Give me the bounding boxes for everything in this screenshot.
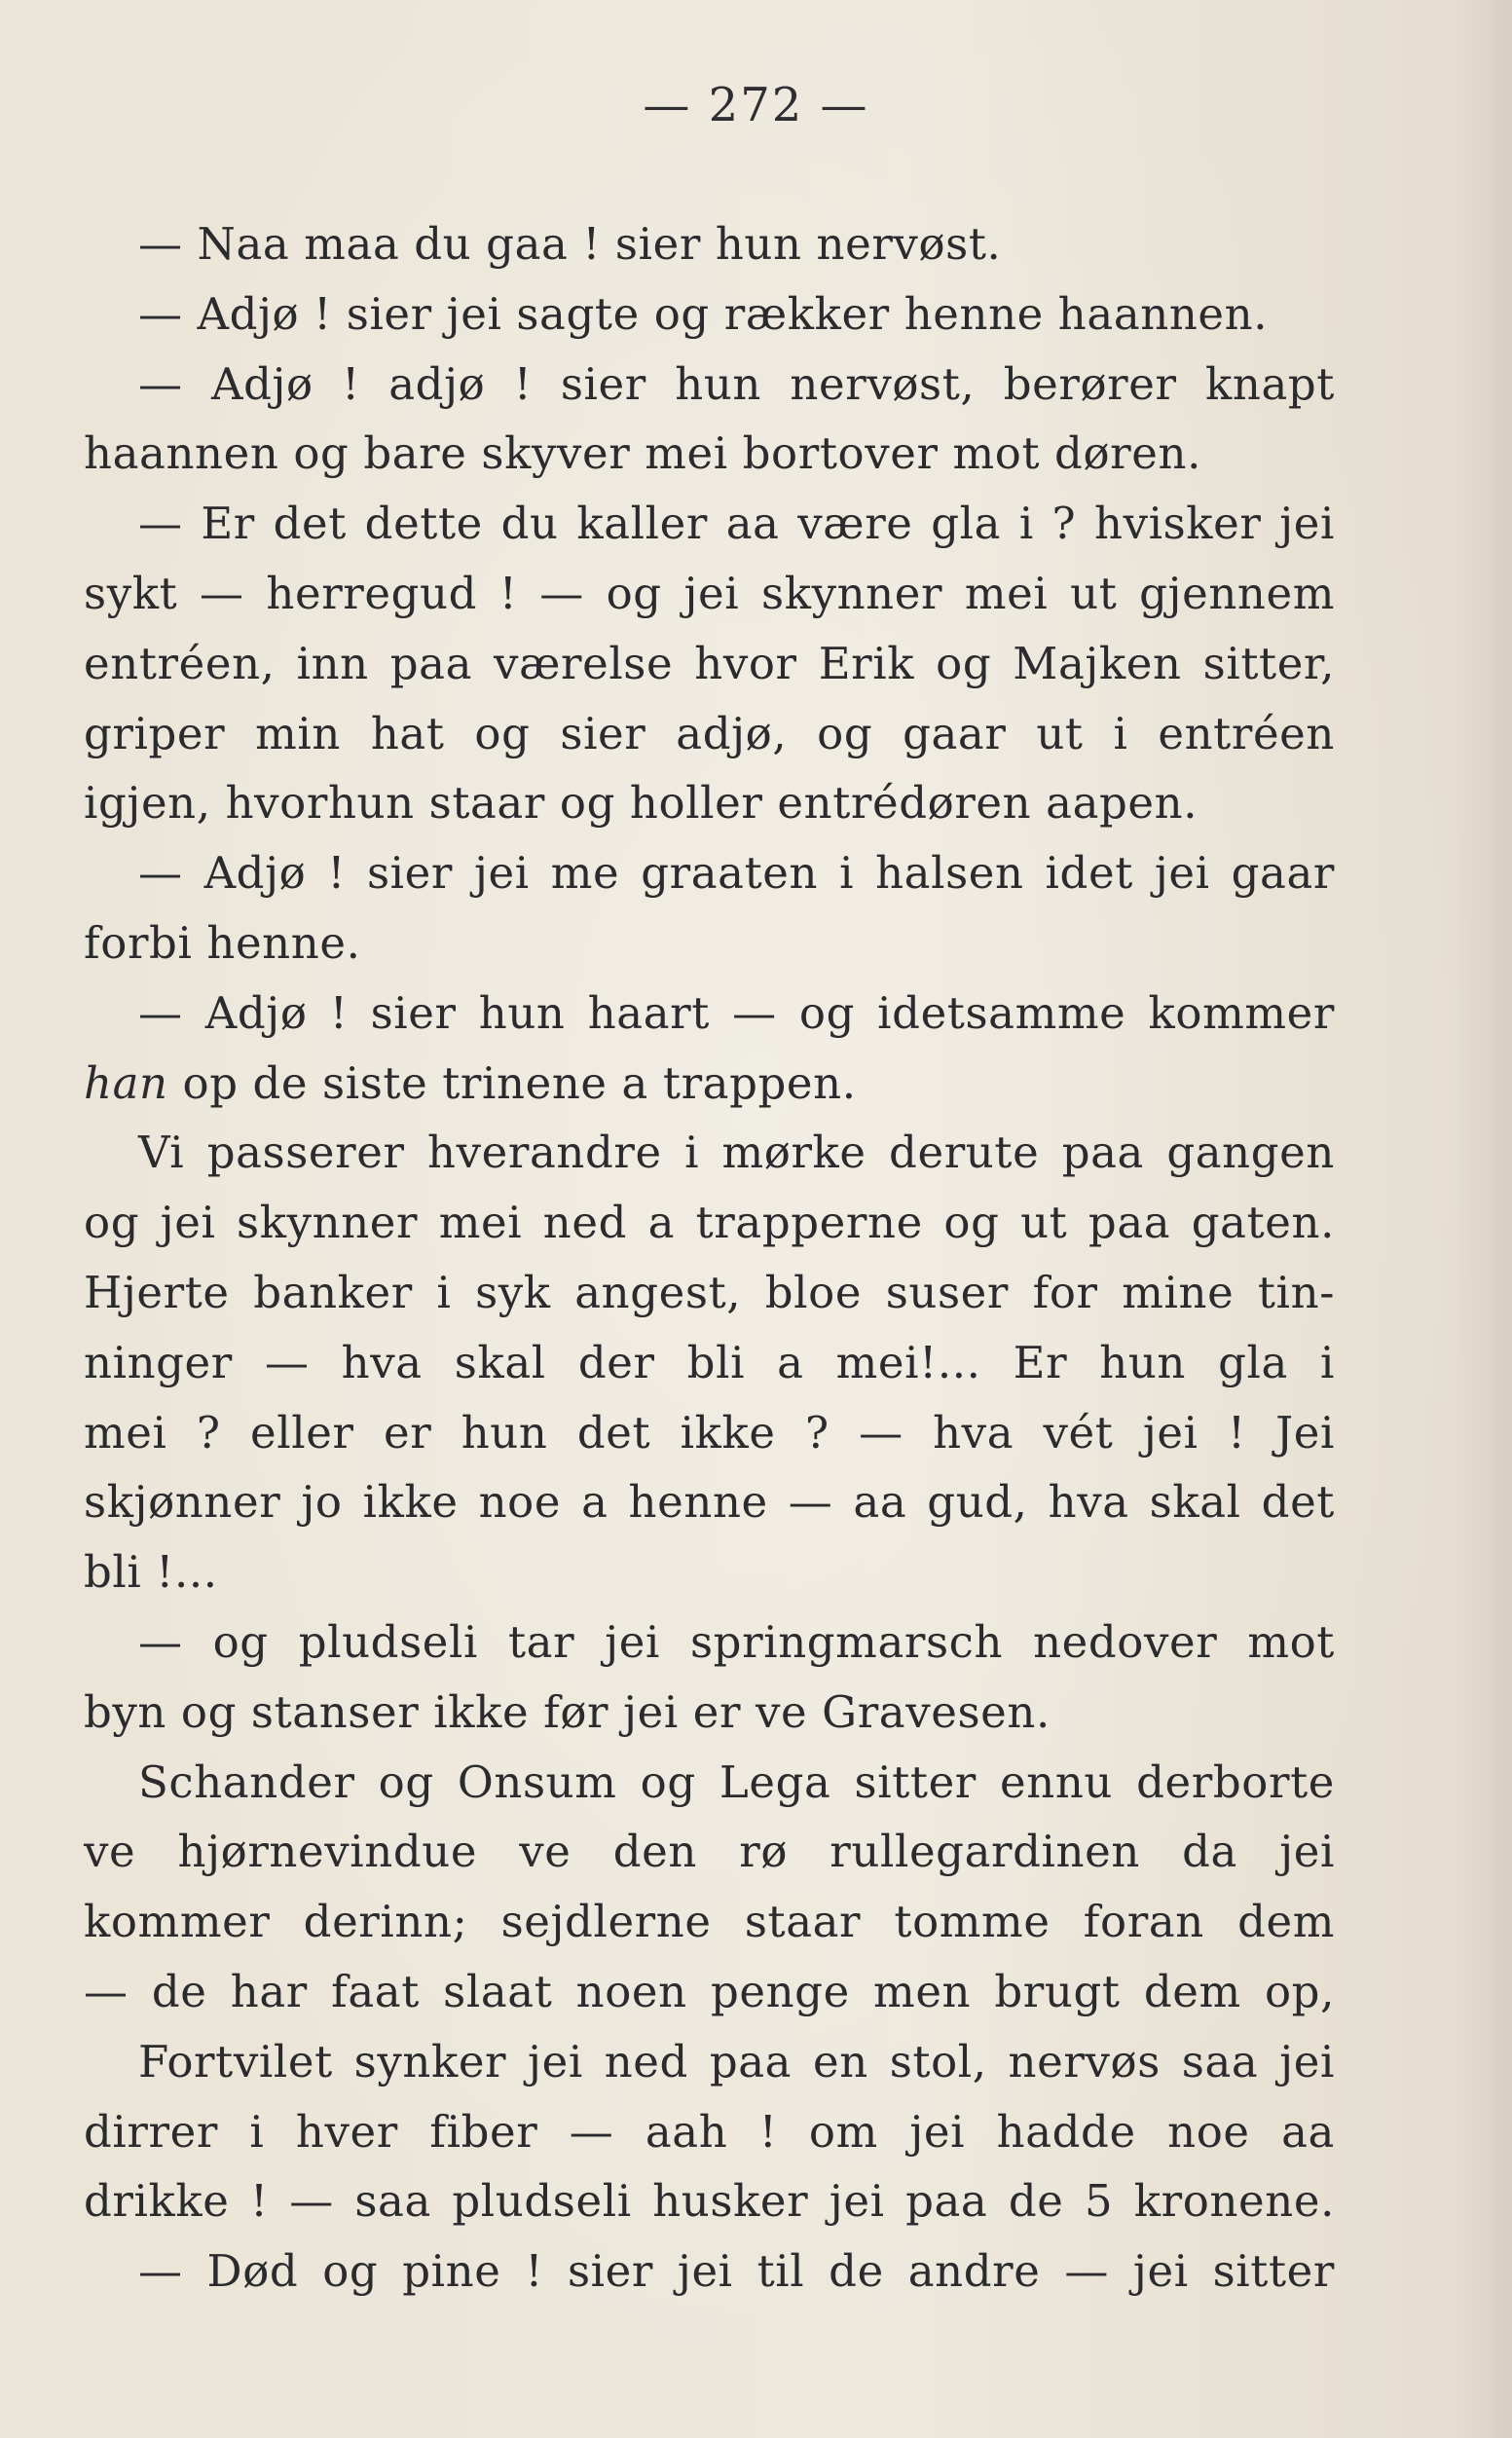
text-line: — Adjø ! adjø ! sier hun nervøst, berører knapt xyxy=(138,357,1335,410)
text-line: — de har faat slaat noen penge men brugt dem op, xyxy=(84,1965,1335,2017)
text-line: mei ? eller er hun det ikke ? — hva vét jei ! Jei xyxy=(84,1406,1335,1459)
text-line: griper min hat og sier adjø, og gaar ut i entréen xyxy=(84,707,1335,759)
page-edge-shadow xyxy=(1454,0,1512,2438)
text-line: — Naa maa du gaa ! sier hun nervøst. xyxy=(138,218,1002,270)
text-line: igjen, hvorhun staar og holler entrédøren aapen. xyxy=(84,777,1199,830)
text-line: Fortvilet synker jei ned paa en stol, nervøs saa jei xyxy=(138,2035,1335,2087)
text-line: han op de siste trinene a trappen. xyxy=(84,1056,857,1109)
text-line: — og pludseli tar jei springmarsch nedover mot xyxy=(138,1615,1335,1668)
text-line: — Er det dette du kaller aa være gla i ? hvisker jei xyxy=(138,498,1335,550)
text-line: forbi henne. xyxy=(84,916,361,969)
text-line: byn og stanser ikke før jei er ve Gravesen. xyxy=(84,1685,1051,1738)
text-line: kommer derinn; sejdlerne staar tomme foran dem xyxy=(84,1896,1335,1948)
text-line: sykt — herregud ! — og jei skynner mei ut gjennem xyxy=(84,567,1335,619)
text-line: — Adjø ! sier hun haart — og idetsamme kommer xyxy=(138,986,1335,1039)
text-line: — Adjø ! sier jei sagte og rækker henne haannen. xyxy=(138,287,1269,340)
text-line: ninger — hva skal der bli a mei!... Er hun gla i xyxy=(84,1336,1335,1388)
text-line: drikke ! — saa pludseli husker jei paa de 5 kronene. xyxy=(84,2175,1335,2228)
emphasized-word: han xyxy=(84,1056,168,1109)
page-number: — 272 — xyxy=(643,78,869,132)
text-line: og jei skynner mei ned a trapperne og ut paa gaten. xyxy=(84,1197,1335,1249)
text-line: bli !... xyxy=(84,1546,218,1599)
text-line: Schander og Onsum og Lega sitter ennu derborte xyxy=(138,1755,1335,1808)
text-line: — Adjø ! sier jei me graaten i halsen idet jei gaar xyxy=(138,847,1335,900)
text-line: Hjerte banker i syk angest, bloe suser for mine tin- xyxy=(84,1266,1335,1318)
text-line: Vi passerer hverandre i mørke derute paa gangen xyxy=(138,1127,1335,1179)
text-line: ve hjørnevindue ve den rø rullegardinen da jei xyxy=(84,1826,1335,1878)
body-text xyxy=(84,209,1335,2307)
text-line: entréen, inn paa værelse hvor Erik og Majken sitter, xyxy=(84,637,1335,689)
text-line: — Død og pine ! sier jei til de andre — jei sitter xyxy=(138,2245,1335,2298)
text-line: haannen og bare skyver mei bortover mot døren. xyxy=(84,427,1201,480)
text-line: dirrer i hver fiber — aah ! om jei hadde noe aa xyxy=(84,2105,1335,2158)
text-line: skjønner jo ikke noe a henne — aa gud, hva skal det xyxy=(84,1476,1335,1529)
